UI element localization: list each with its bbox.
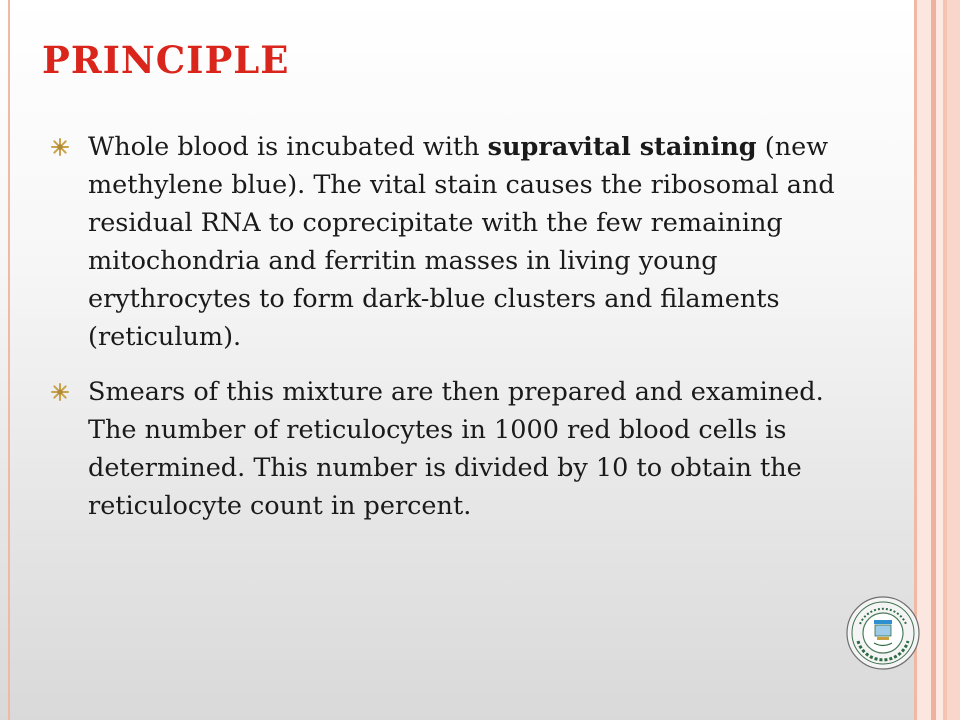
bullet-text-lead: Whole blood is incubated with: [88, 132, 488, 162]
bullet-item: [50, 373, 880, 525]
slide-title: PRINCIPLE: [42, 38, 290, 82]
snowflake-bullet-icon: [50, 137, 70, 157]
left-border-stripe: [8, 0, 10, 720]
snowflake-bullet-icon: [50, 382, 70, 402]
university-seal-logo: [846, 596, 920, 670]
bullet-list: [50, 128, 880, 542]
bullet-text: Smears of this mixture are then prepared and examined. The number of reticulocytes in 1000 red blood cells is determined. This number is divided by 10 to obtain the reticulocyte count in percent.: [88, 377, 824, 521]
right-decorative-stripes: [914, 0, 960, 720]
bullet-text-bold: supravital staining: [487, 132, 757, 162]
bullet-text-tail: (new methylene blue). The vital stain causes the ribosomal and residual RNA to coprecipitate with the few remaining mitochondria and ferritin masses in living young erythrocytes to form dark-blue clusters and filaments (reticulum).: [88, 132, 835, 352]
bullet-item: [50, 128, 880, 356]
